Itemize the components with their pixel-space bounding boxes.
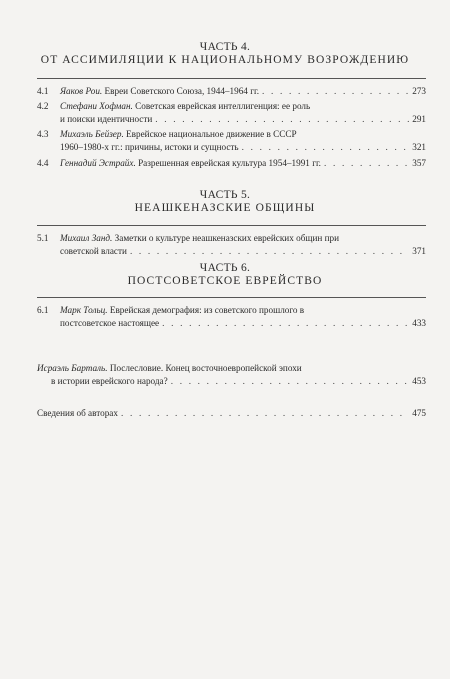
entry-title: Сведения об авторах [37, 408, 118, 418]
dot-leader [130, 245, 409, 258]
entry-page: 291 [412, 114, 426, 124]
entry-number: 4.2 [37, 101, 49, 111]
toc-entry-4-4[interactable] [37, 157, 426, 170]
part-5-heading [0, 189, 450, 215]
toc-entry-afterword[interactable] [37, 362, 426, 388]
entry-page: 357 [412, 158, 426, 168]
entry-page: 433 [412, 318, 426, 328]
entry-number: 5.1 [37, 233, 49, 243]
entry-author: Стефани Хофман. [60, 101, 133, 111]
entry-number: 4.1 [37, 86, 49, 96]
entry-page: 475 [412, 408, 426, 418]
toc-entry-5-1[interactable] [37, 232, 426, 258]
entry-number: 6.1 [37, 305, 49, 315]
toc-entry-authors-info[interactable] [37, 407, 426, 420]
dot-leader [121, 407, 409, 420]
part-5-rule [37, 225, 426, 226]
entry-title-cont: 1960–1980-х гг.: причины, истоки и сущность [60, 142, 239, 152]
entry-page: 453 [412, 376, 426, 386]
entry-number: 4.4 [37, 158, 49, 168]
entry-title: Разрешенная еврейская культура 1954–1991 гг. [138, 158, 321, 168]
part-6-title: ПОСТСОВЕТСКОЕ ЕВРЕЙСТВО [127, 275, 323, 288]
part-4-rule [37, 78, 426, 79]
entry-author: Марк Тольц. [60, 305, 108, 315]
entry-author: Михаил Занд. [60, 233, 113, 243]
entry-title: Еврейское национальное движение в СССР [126, 129, 297, 139]
entry-title-cont: постсоветское настоящее [60, 318, 160, 328]
dot-leader [262, 85, 409, 98]
part-4-title: ОТ АССИМИЛЯЦИИ К НАЦИОНАЛЬНОМУ ВОЗРОЖДЕНИЮ [40, 54, 410, 67]
toc-entry-4-2[interactable] [37, 100, 426, 126]
entry-title: Еврейская демография: из советского прошлого в [109, 305, 305, 315]
entry-page: 273 [412, 86, 426, 96]
part-5-number: ЧАСТЬ 5. [199, 189, 251, 201]
toc-entry-6-1[interactable] [37, 304, 426, 330]
entry-title-cont: в истории еврейского народа? [51, 376, 168, 386]
part-4-heading [0, 41, 450, 67]
toc-entry-4-1[interactable] [37, 85, 426, 98]
entry-title-cont: и поиски идентичности [60, 114, 153, 124]
entry-title-cont: советской власти [60, 246, 127, 256]
entry-number: 4.3 [37, 129, 49, 139]
dot-leader [324, 157, 409, 170]
toc-entry-4-3[interactable] [37, 128, 426, 154]
entry-page: 371 [412, 246, 426, 256]
part-4-number: ЧАСТЬ 4. [199, 41, 251, 53]
entry-title: Советская еврейская интеллигенция: ее роль [135, 101, 311, 111]
part-6-number: ЧАСТЬ 6. [199, 262, 251, 274]
entry-page: 321 [412, 142, 426, 152]
part-6-heading [0, 262, 450, 288]
part-6-rule [37, 297, 426, 298]
dot-leader [171, 375, 410, 388]
entry-author: Геннадий Эстрайх. [60, 158, 136, 168]
dot-leader [242, 141, 410, 154]
entry-title: Евреи Советского Союза, 1944–1964 гг. [104, 86, 259, 96]
dot-leader [155, 113, 409, 126]
dot-leader [162, 317, 409, 330]
entry-author: Михаэль Бейзер. [60, 129, 124, 139]
part-5-title: НЕАШКЕНАЗСКИЕ ОБЩИНЫ [134, 202, 316, 215]
entry-author: Исраэль Барталь. [37, 363, 108, 373]
entry-title: Заметки о культуре неашкеназских еврейских общин при [114, 233, 339, 243]
entry-title: Послесловие. Конец восточноевропейской эпохи [109, 363, 302, 373]
entry-author: Яаков Рои. [60, 86, 103, 96]
